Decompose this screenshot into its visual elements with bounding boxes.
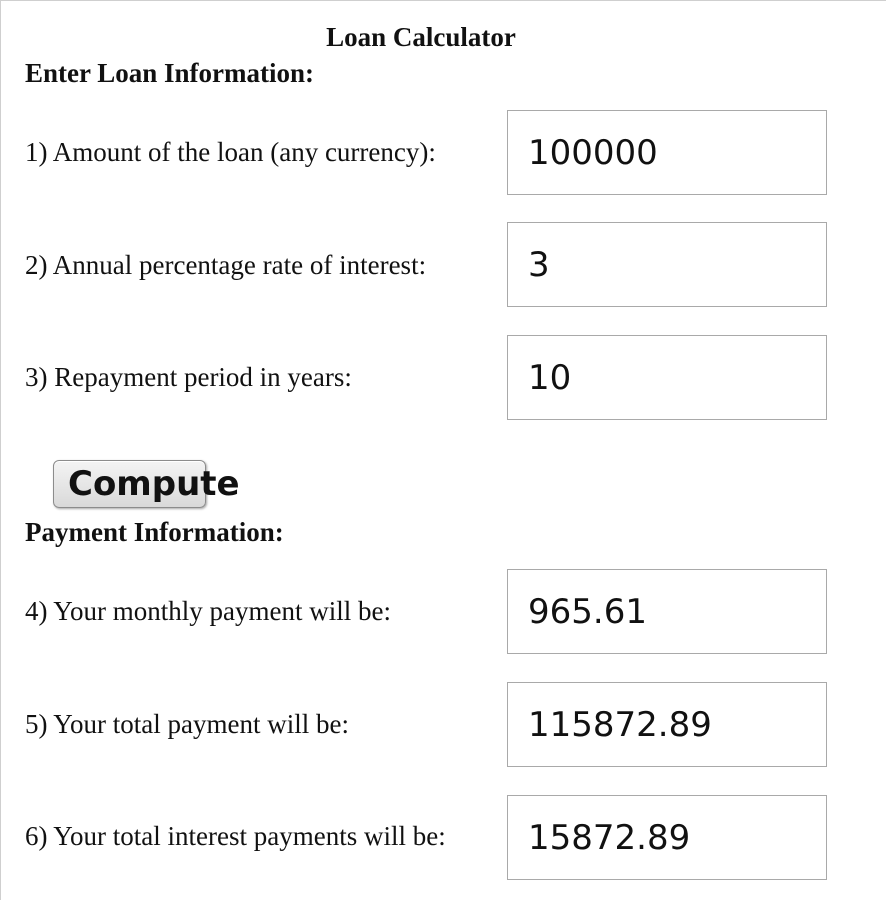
payment-info-heading: Payment Information: [25, 517, 284, 547]
repayment-period-input[interactable] [507, 335, 827, 420]
page-title: Loan Calculator [326, 22, 516, 52]
enter-loan-heading: Enter Loan Information: [25, 58, 315, 88]
interest-rate-input[interactable] [507, 222, 827, 307]
repayment-period-label: 3) Repayment period in years: [25, 362, 352, 392]
total-payment-label: 5) Your total payment will be: [25, 709, 349, 739]
total-interest-label: 6) Your total interest payments will be: [25, 821, 446, 851]
total-interest-field[interactable] [507, 795, 827, 880]
monthly-payment-label: 4) Your monthly payment will be: [25, 596, 391, 626]
loan-amount-input[interactable] [507, 110, 827, 195]
compute-button[interactable]: Compute [53, 460, 206, 508]
total-payment-field[interactable] [507, 682, 827, 767]
interest-rate-label: 2) Annual percentage rate of interest: [25, 250, 427, 280]
loan-amount-label: 1) Amount of the loan (any currency): [25, 137, 436, 167]
monthly-payment-field[interactable] [507, 569, 827, 654]
